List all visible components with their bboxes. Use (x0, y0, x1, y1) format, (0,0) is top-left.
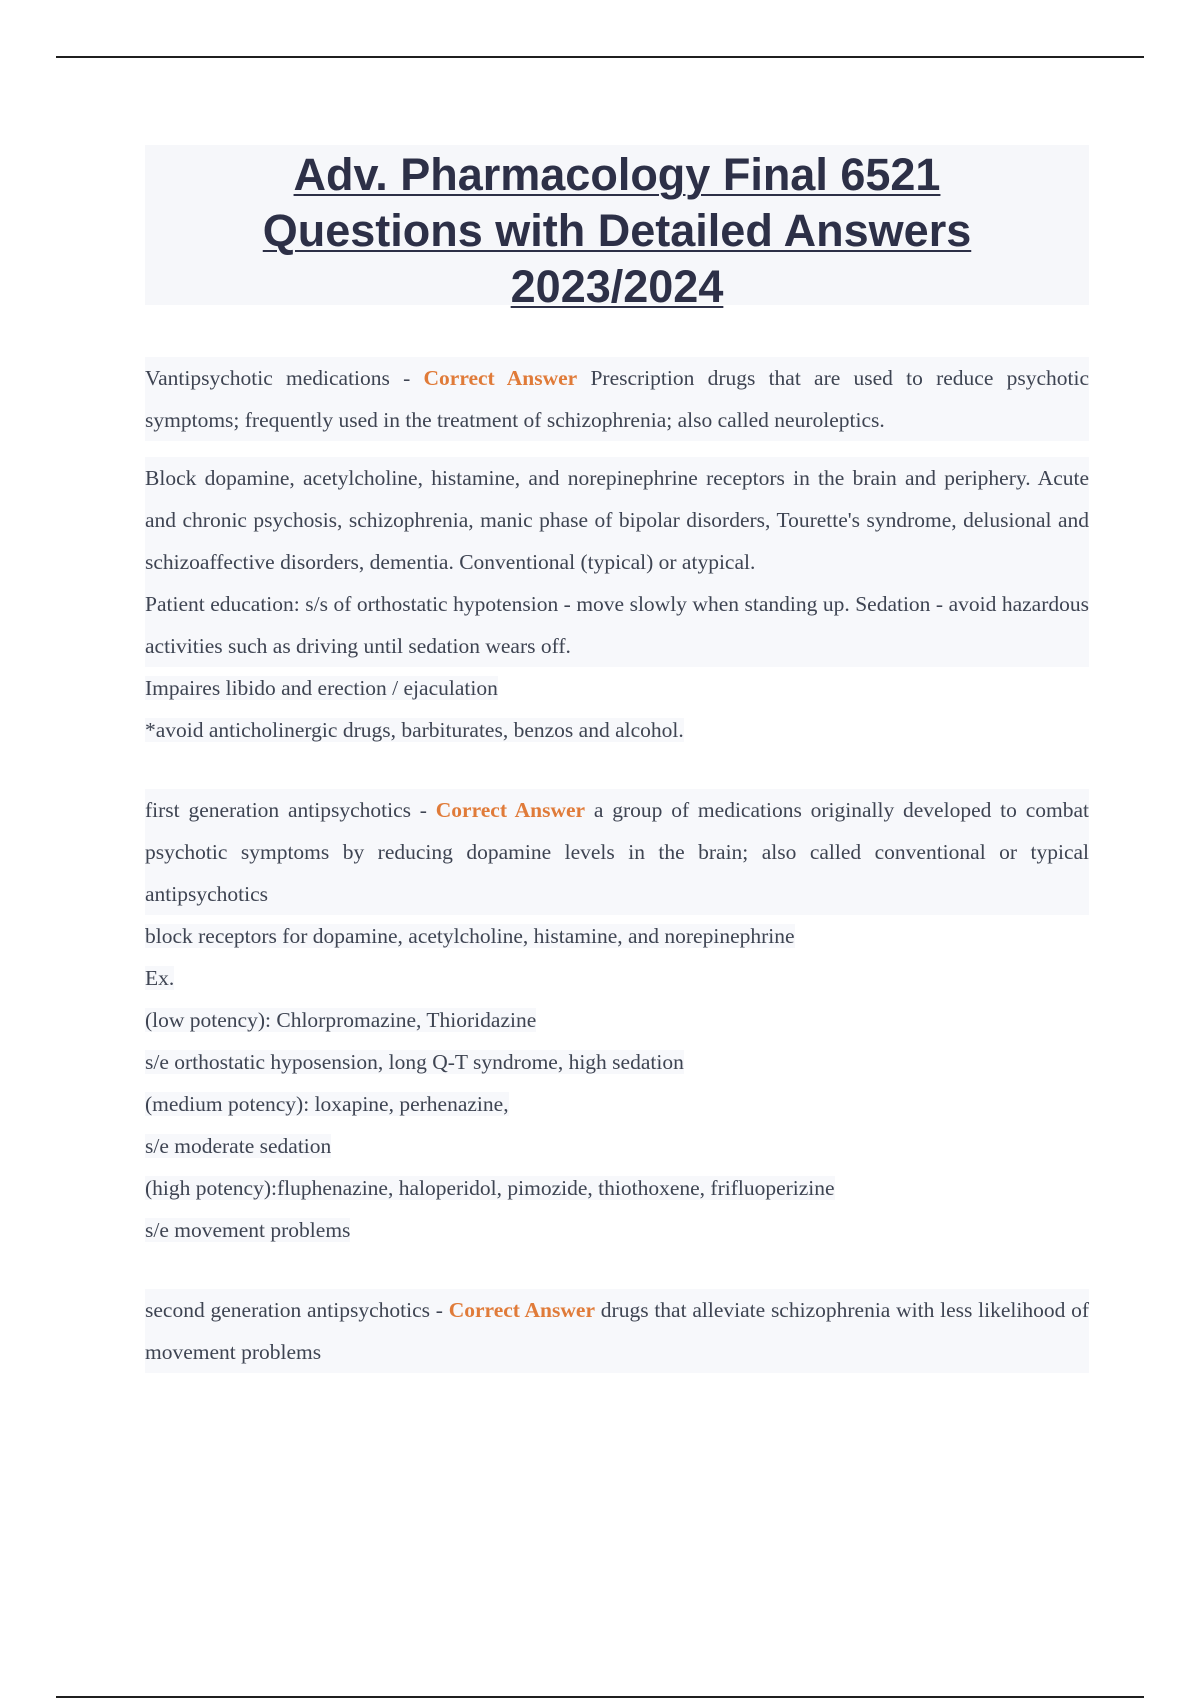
entry-detail-text: s/e orthostatic hyposension, long Q-T syndrome, high sedation (145, 1050, 684, 1074)
correct-answer-label: Correct Answer (448, 1298, 595, 1322)
title-line-2: Questions with Detailed Answers (262, 205, 972, 256)
entry-detail-text: (high potency):fluphenazine, haloperidol, pimozide, thiothoxene, frifluoperizine (145, 1176, 835, 1200)
correct-answer-label: Correct Answer (435, 798, 586, 822)
entry-antipsychotic-medications (145, 357, 1089, 751)
entry-detail (145, 915, 1089, 957)
entry-detail (145, 957, 1089, 999)
correct-answer-label: Correct Answer (423, 366, 578, 390)
title-line-1: Adv. Pharmacology Final 6521 (293, 149, 941, 200)
entry-first-generation-antipsychotics (145, 789, 1089, 1251)
entry-detail (145, 1041, 1089, 1083)
entry-answer: Prescription drugs that are used to reduce psychotic symptoms; frequently used in the treatment of schizophrenia; also called neuroleptics. (145, 366, 1089, 432)
document-body (145, 145, 1089, 1373)
entry-detail (145, 709, 1089, 751)
entry-detail (145, 1167, 1089, 1209)
entry-detail-text: s/e movement problems (145, 1218, 351, 1242)
entry-term: Vantipsychotic medications - (145, 366, 424, 390)
top-rule (56, 56, 1144, 58)
entry-detail (145, 667, 1089, 709)
entry-detail (145, 1209, 1089, 1251)
entry-answer: a group of medications originally developed to combat psychotic symptoms by reducing dopamine levels in the brain; also called conventional or typical antipsychotics (145, 798, 1089, 906)
entry-detail-text: Ex. (145, 966, 175, 990)
entry-detail (145, 999, 1089, 1041)
title-box (145, 145, 1089, 312)
entry-detail (145, 1125, 1089, 1167)
bottom-rule (56, 1696, 1144, 1698)
entry-detail: Block dopamine, acetylcholine, histamine, and norepinephrine receptors in the brain and periphery. Acute and chronic psychosis, schizophrenia, manic phase of bipolar disorders, Tourette's syndrome, delusional and schizoaffective disorders, dementia. Conventional (typical) or atypical. (145, 457, 1089, 583)
entry-answer: drugs that alleviate schizophrenia with less likelihood of movement problems (145, 1298, 1090, 1364)
entry-detail-text: *avoid anticholinergic drugs, barbiturates, benzos and alcohol. (145, 718, 684, 742)
entry-detail-text: Impaires libido and erection / ejaculation (145, 676, 498, 700)
entry-detail (145, 1083, 1089, 1125)
entry-detail-text: block receptors for dopamine, acetylcholine, histamine, and norepinephrine (145, 924, 795, 948)
entry-question (145, 357, 1089, 441)
entry-term: first generation antipsychotics - (145, 798, 436, 822)
entry-detail-text: (low potency): Chlorpromazine, Thioridazine (145, 1008, 537, 1032)
document-title (155, 147, 1079, 315)
entry-question (145, 789, 1089, 915)
entry-detail-text: s/e moderate sedation (145, 1134, 332, 1158)
entry-detail: Patient education: s/s of orthostatic hypotension - move slowly when standing up. Sedation - avoid hazardous activities such as driving until sedation wears off. (145, 583, 1089, 667)
entry-question (145, 1289, 1089, 1373)
title-line-3: 2023/2024 (510, 261, 724, 312)
entry-detail-text: (medium potency): loxapine, perhenazine, (145, 1092, 509, 1116)
entry-second-generation-antipsychotics (145, 1289, 1089, 1373)
entry-term: second generation antipsychotics - (145, 1298, 449, 1322)
